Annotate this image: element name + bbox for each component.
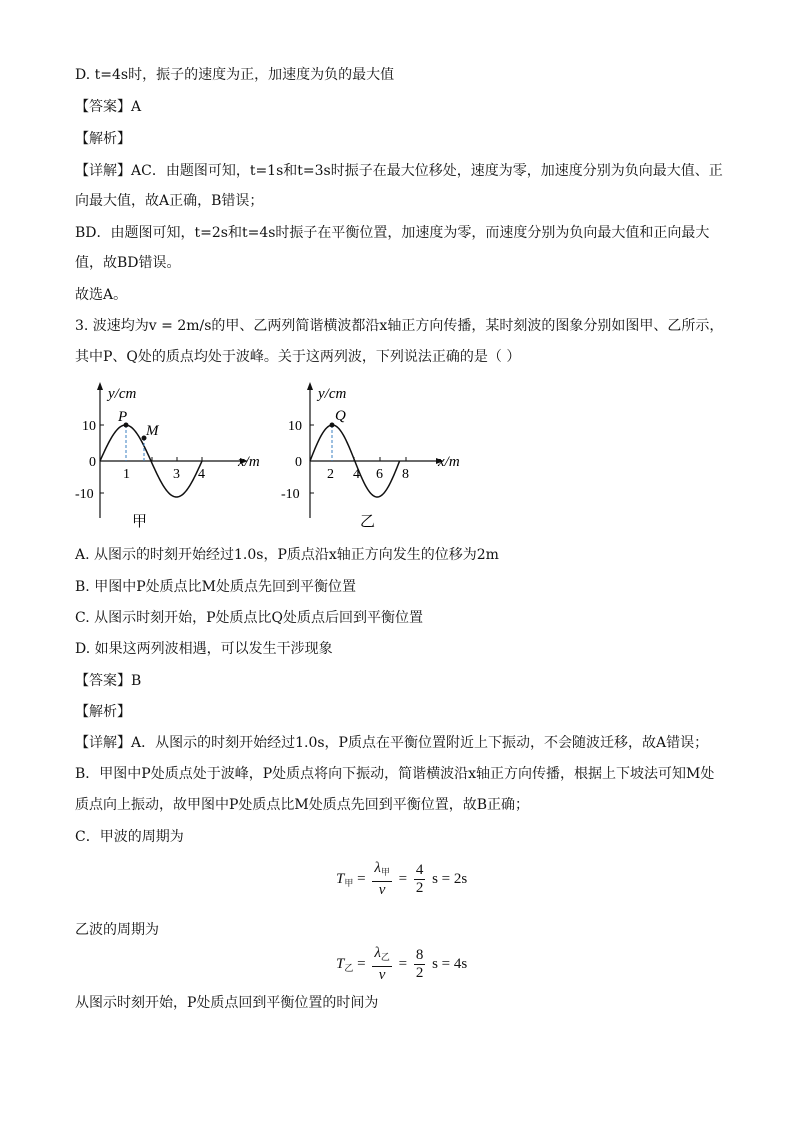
analysis-label-2: 【解析】: [75, 704, 131, 720]
point-q: [330, 423, 335, 428]
y-axis-label: y/cm: [318, 386, 347, 402]
detail-2-line-1: 【详解】A．从图示的时刻开始经过1.0s，P质点在平衡位置附近上下振动，不会随波迁移，故A错误；: [75, 735, 709, 751]
option-a: A. 从图示的时刻开始经过1.0s，P质点沿x轴正方向发生的位移为2m: [75, 547, 499, 563]
point-q-label: Q: [335, 408, 346, 424]
equation-period-jia: $T_甲$ = $\frac{\lambda_甲}{v}$ = $\frac{4}{2}$ s = 2s: [336, 860, 468, 898]
detail-1-line-2: 向最大值，故A正确，B错误；: [75, 193, 264, 209]
conclusion-1: 故选A。: [75, 287, 128, 303]
detail-2-line-3: 质点向上振动，故甲图中P处质点比M处质点先回到平衡位置，故B正确；: [75, 797, 530, 813]
option-c: C. 从图示时刻开始，P处质点比Q处质点后回到平衡位置: [75, 610, 424, 626]
detail-2-line-6: 从图示时刻开始，P处质点回到平衡位置的时间为: [75, 995, 379, 1011]
detail-2-line-2: B．甲图中P处质点处于波峰，P处质点将向下振动，简谐横波沿x轴正方向传播，根据上下坡法可知M处: [75, 766, 715, 782]
y-tick-neg10: -10: [75, 487, 94, 502]
option-d-prev: D. t=4s时，振子的速度为正，加速度为负的最大值: [75, 67, 395, 83]
y-tick-10: 10: [82, 419, 96, 434]
detail-1-line-1: 【详解】AC．由题图可知，t=1s和t=3s时振子在最大位移处，速度为零，加速度分别为负向最大值、正: [75, 163, 723, 179]
equation-period-yi: $T_乙$ = $\frac{\lambda_乙}{v}$ = $\frac{8}{2}$ s = 4s: [336, 945, 468, 983]
question-3-line-2: 其中P、Q处的质点均处于波峰。关于这两列波，下列说法正确的是（ ）: [75, 349, 521, 365]
detail-1-line-3: BD．由题图可知，t=2s和t=4s时振子在平衡位置，加速度为零，而速度分别为负向最大值和正向最大: [75, 225, 710, 241]
question-3-line-1: 3. 波速均为v = 2m/s的甲、乙两列简谐横波都沿x轴正方向传播，某时刻波的图象分别如图甲、乙所示，: [75, 318, 724, 334]
analysis-label-1: 【解析】: [75, 131, 131, 147]
x-tick-6: 6: [376, 467, 383, 482]
point-m-label: M: [146, 423, 159, 439]
answer-label-2: 【答案】B: [75, 673, 142, 689]
x-tick-1: 1: [123, 467, 130, 482]
y-tick-0: 0: [295, 455, 302, 470]
figure-caption: 乙: [360, 514, 376, 530]
answer-label-1: 【答案】A: [75, 99, 142, 115]
x-tick-4: 4: [353, 467, 360, 482]
x-tick-3: 3: [173, 467, 180, 482]
x-axis-label: x/m: [238, 454, 260, 470]
option-d: D. 如果这两列波相遇，可以发生干涉现象: [75, 641, 333, 657]
x-tick-2: 2: [327, 467, 334, 482]
y-tick-neg10: -10: [281, 487, 300, 502]
detail-2-line-4: C．甲波的周期为: [75, 829, 184, 845]
point-p-label: P: [118, 409, 128, 425]
detail-2-line-5: 乙波的周期为: [75, 922, 159, 938]
detail-1-line-4: 值，故BD错误。: [75, 255, 181, 271]
y-tick-0: 0: [89, 455, 96, 470]
figure-caption: 甲: [132, 514, 148, 530]
wave-figure-yi: [280, 378, 480, 533]
x-tick-8: 8: [402, 467, 409, 482]
wave-figure-jia: [70, 378, 280, 533]
y-axis-label: y/cm: [108, 386, 137, 402]
option-b: B. 甲图中P处质点比M处质点先回到平衡位置: [75, 579, 356, 595]
x-axis-label: x/m: [438, 454, 460, 470]
y-tick-10: 10: [288, 419, 302, 434]
x-tick-4: 4: [198, 467, 205, 482]
